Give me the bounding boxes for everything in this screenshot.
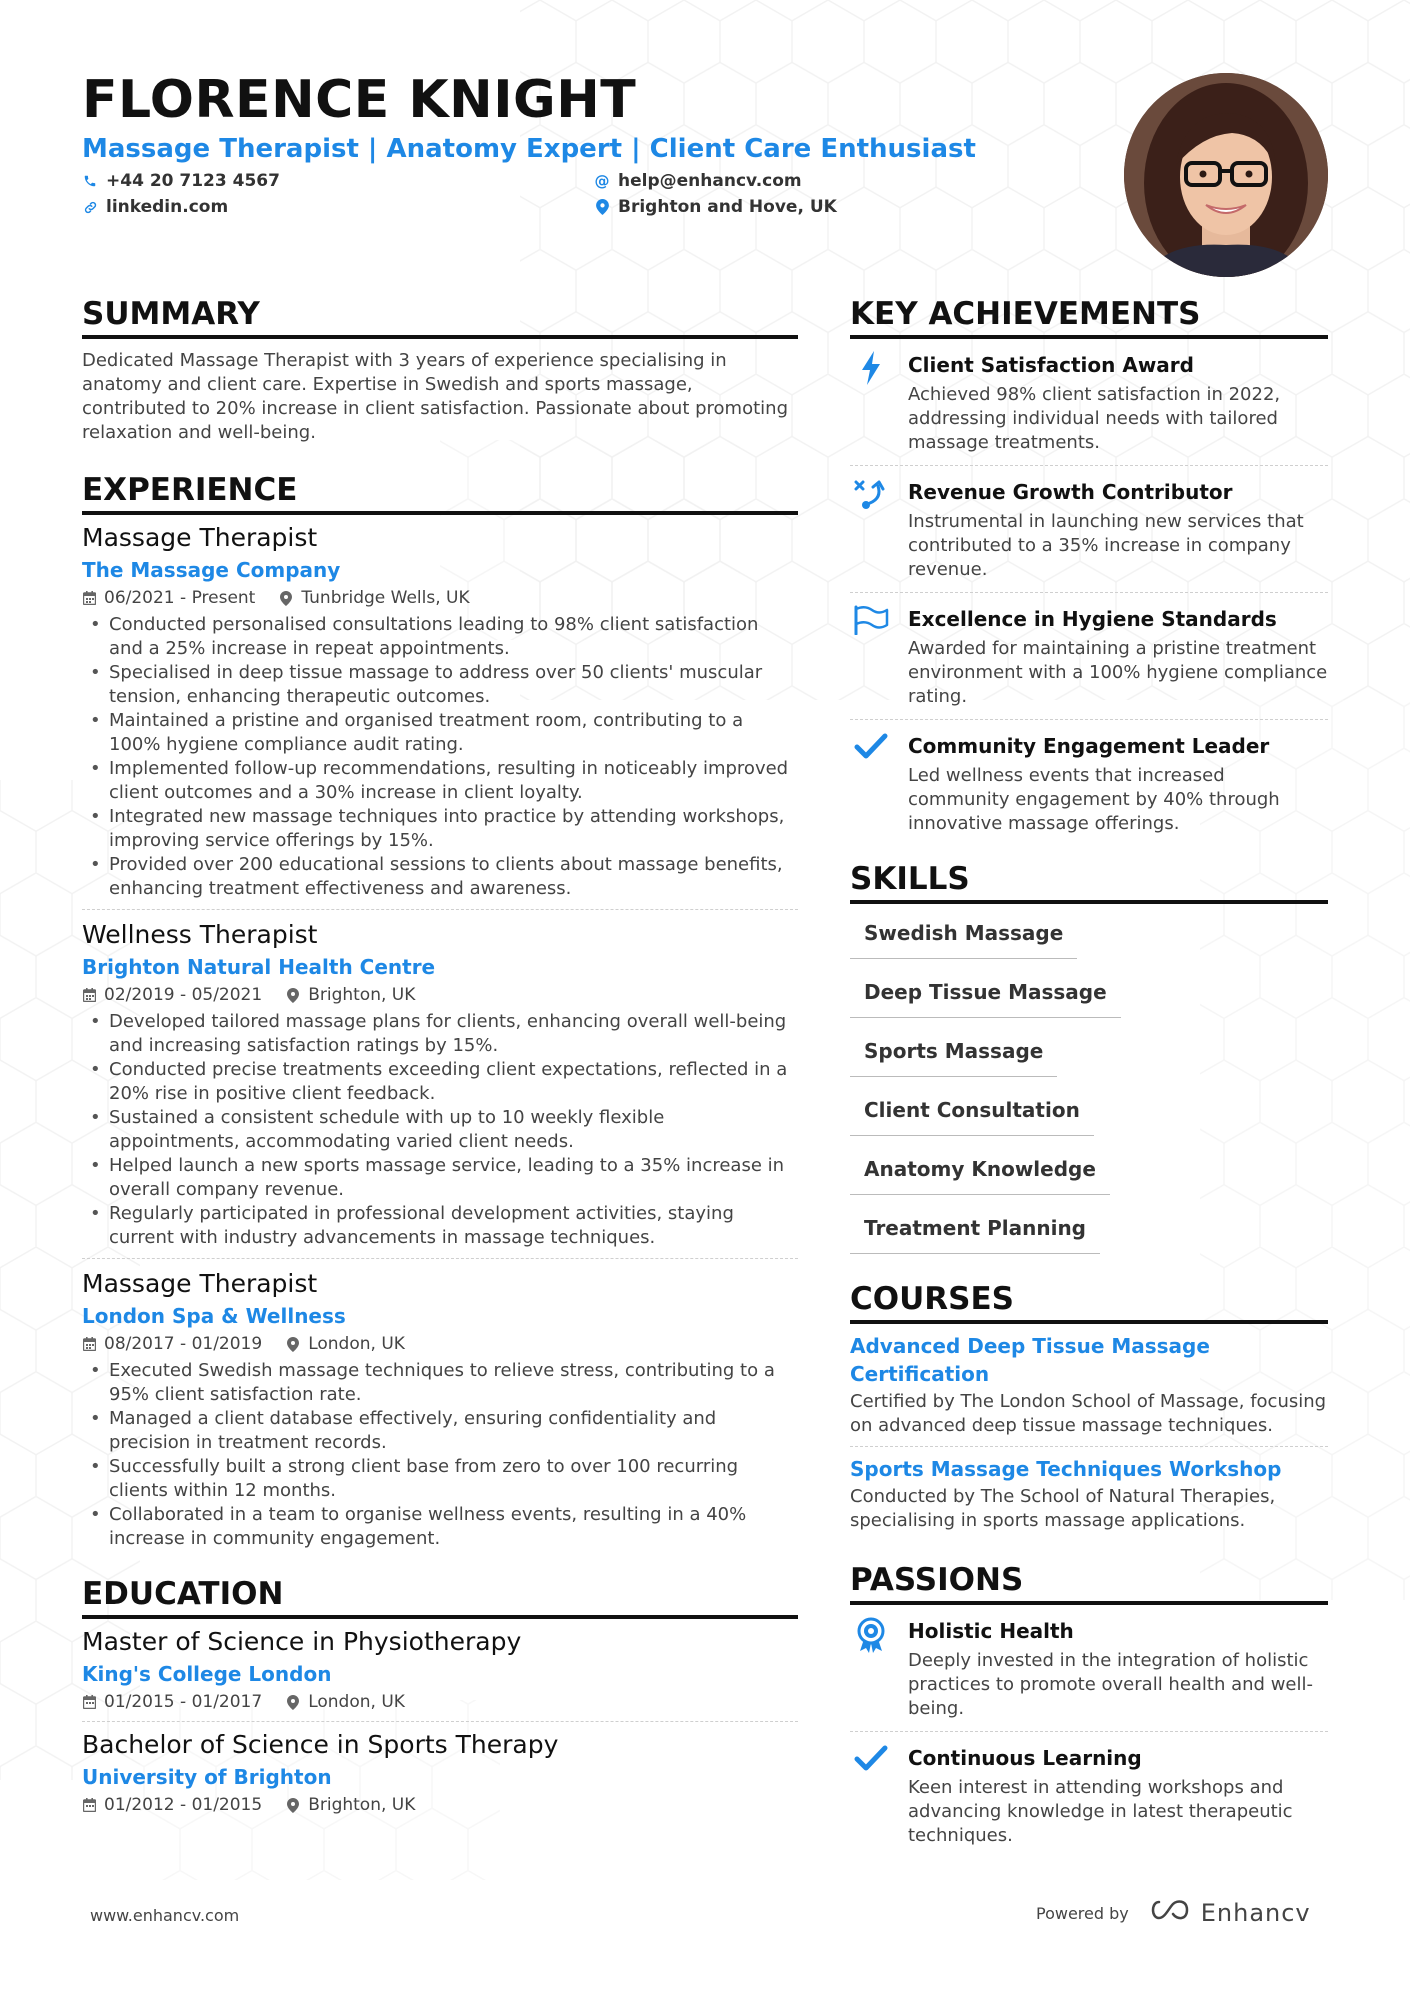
skill-tag: Treatment Planning xyxy=(850,1213,1100,1254)
education-entry xyxy=(82,1721,798,1824)
list-item: • Executed Swedish massage techniques to relieve stress, contributing to a 95% client satisfaction rate. xyxy=(82,1359,798,1407)
summary-title: SUMMARY xyxy=(82,295,798,339)
at-icon: @ xyxy=(594,172,610,190)
courses-section xyxy=(850,1280,1328,1541)
education-meta xyxy=(82,1792,798,1818)
list-item: • Developed tailored massage plans for clients, enhancing overall well-being and increasing satisfaction ratings by 15%. xyxy=(82,1010,798,1058)
footer-website[interactable]: www.enhancv.com xyxy=(90,1906,240,1925)
list-item: • Specialised in deep tissue massage to address over 50 clients' muscular tension, enhancing therapeutic outcomes. xyxy=(82,661,798,709)
map-pin-icon xyxy=(279,591,293,605)
list-item: • Integrated new massage techniques into practice by attending workshops, improving service offerings by 15%. xyxy=(82,805,798,853)
profile-photo xyxy=(1124,73,1328,277)
skill-tag: Client Consultation xyxy=(850,1095,1094,1136)
achievement-title: Community Engagement Leader xyxy=(908,734,1270,758)
brand-logo[interactable] xyxy=(1147,1898,1311,1928)
skill-tag: Sports Massage xyxy=(850,1036,1057,1077)
job-role: Massage Therapist xyxy=(82,1269,318,1298)
contact-linkedin[interactable]: linkedin.com xyxy=(82,197,228,217)
skills-list xyxy=(850,918,1328,1254)
achievement-item xyxy=(850,339,1328,465)
list-item: • Regularly participated in professional development activities, staying current with industry advancements in massage techniques. xyxy=(82,1202,798,1250)
contact-email[interactable]: @ help@enhancv.com xyxy=(594,171,802,191)
experience-title: EXPERIENCE xyxy=(82,471,798,515)
skills-title: SKILLS xyxy=(850,860,1328,904)
calendar-icon xyxy=(82,591,96,605)
passions-title: PASSIONS xyxy=(850,1561,1328,1605)
job-bullets xyxy=(82,1359,798,1551)
lightning-icon xyxy=(850,351,892,385)
calendar-icon xyxy=(82,1695,96,1709)
school-name: University of Brighton xyxy=(82,1765,332,1789)
job-company: London Spa & Wellness xyxy=(82,1304,346,1328)
course-title: Sports Massage Techniques Workshop xyxy=(850,1457,1282,1481)
job-entry xyxy=(82,1258,798,1559)
job-location: Brighton, UK xyxy=(308,985,416,1005)
calendar-icon xyxy=(82,1337,96,1351)
checkmark-icon xyxy=(850,1744,892,1778)
flag-icon xyxy=(850,605,892,639)
degree-title: Master of Science in Physiotherapy xyxy=(82,1627,522,1656)
list-item: • Collaborated in a team to organise wellness events, resulting in a 40% increase in community engagement. xyxy=(82,1503,798,1551)
course-item xyxy=(850,1324,1328,1446)
skill-tag: Deep Tissue Massage xyxy=(850,977,1121,1018)
candidate-name: FLORENCE KNIGHT xyxy=(82,70,637,130)
job-dates: 08/2017 - 01/2019 xyxy=(104,1334,263,1354)
job-company: Brighton Natural Health Centre xyxy=(82,955,436,979)
powered-by-label: Powered by xyxy=(1036,1903,1129,1923)
courses-title: COURSES xyxy=(850,1280,1328,1324)
ribbon-award-icon xyxy=(850,1617,892,1651)
passion-desc: Deeply invested in the integration of holistic practices to promote overall health and well-being. xyxy=(908,1650,1313,1719)
skill-tag: Anatomy Knowledge xyxy=(850,1154,1110,1195)
achievement-desc: Instrumental in launching new services that contributed to a 35% increase in company revenue. xyxy=(908,511,1304,580)
achievement-title: Client Satisfaction Award xyxy=(908,353,1194,377)
candidate-tagline: Massage Therapist | Anatomy Expert | Client Care Enthusiast xyxy=(82,134,976,164)
job-meta xyxy=(82,585,798,611)
passion-item xyxy=(850,1731,1328,1858)
education-location: Brighton, UK xyxy=(308,1795,416,1815)
achievement-desc: Led wellness events that increased community engagement by 40% through innovative massage offerings. xyxy=(908,765,1280,834)
education-meta xyxy=(82,1689,798,1715)
job-dates: 06/2021 - Present xyxy=(104,588,256,608)
skills-section xyxy=(850,860,1328,1254)
achievement-item xyxy=(850,465,1328,592)
passion-title: Continuous Learning xyxy=(908,1746,1142,1770)
experience-section xyxy=(82,471,798,1559)
passions-section xyxy=(850,1561,1328,1858)
list-item: • Successfully built a strong client base from zero to over 100 recurring clients within 12 months. xyxy=(82,1455,798,1503)
passion-item xyxy=(850,1605,1328,1731)
job-location: Tunbridge Wells, UK xyxy=(301,588,470,608)
achievement-title: Revenue Growth Contributor xyxy=(908,480,1233,504)
brand-name: Enhancv xyxy=(1200,1899,1311,1927)
list-item: • Managed a client database effectively, ensuring confidentiality and precision in treatment records. xyxy=(82,1407,798,1455)
list-item: • Conducted personalised consultations leading to 98% client satisfaction and a 25% increase in repeat appointments. xyxy=(82,613,798,661)
map-pin-icon xyxy=(594,199,610,215)
job-entry xyxy=(82,909,798,1258)
summary-text: Dedicated Massage Therapist with 3 years of experience specialising in anatomy and client care. Expertise in Swedish and sports massage, contributed to 20% increase in client satisfaction. Passionate about promoting relaxation and well-being. xyxy=(82,350,788,443)
job-entry xyxy=(82,521,798,909)
left-column xyxy=(82,295,798,1824)
list-item: • Implemented follow-up recommendations, resulting in noticeably improved client outcomes and a 30% increase in client loyalty. xyxy=(82,757,798,805)
passion-desc: Keen interest in attending workshops and advancing knowledge in latest therapeutic techniques. xyxy=(908,1777,1293,1846)
skill-tag: Swedish Massage xyxy=(850,918,1077,959)
degree-title: Bachelor of Science in Sports Therapy xyxy=(82,1730,559,1759)
achievements-title: KEY ACHIEVEMENTS xyxy=(850,295,1328,339)
course-title: Advanced Deep Tissue Massage Certification xyxy=(850,1334,1210,1386)
achievement-desc: Awarded for maintaining a pristine treatment environment with a 100% hygiene compliance rating. xyxy=(908,638,1328,707)
job-dates: 02/2019 - 05/2021 xyxy=(104,985,263,1005)
checkmark-icon xyxy=(850,732,892,766)
passion-title: Holistic Health xyxy=(908,1619,1074,1643)
footer-branding xyxy=(1036,1898,1311,1928)
education-section xyxy=(82,1575,798,1824)
school-name: King's College London xyxy=(82,1662,332,1686)
job-meta xyxy=(82,982,798,1008)
job-location: London, UK xyxy=(308,1334,405,1354)
infinity-logo-icon xyxy=(1147,1898,1193,1928)
list-item: • Conducted precise treatments exceeding client expectations, reflected in a 20% rise in positive client feedback. xyxy=(82,1058,798,1106)
achievement-title: Excellence in Hygiene Standards xyxy=(908,607,1277,631)
calendar-icon xyxy=(82,988,96,1002)
education-title: EDUCATION xyxy=(82,1575,798,1619)
contact-location: Brighton and Hove, UK xyxy=(594,197,837,217)
job-company: The Massage Company xyxy=(82,558,341,582)
job-role: Massage Therapist xyxy=(82,523,318,552)
job-role: Wellness Therapist xyxy=(82,920,318,949)
map-pin-icon xyxy=(286,988,300,1002)
education-location: London, UK xyxy=(308,1692,405,1712)
course-desc: Conducted by The School of Natural Therapies, specialising in sports massage applications. xyxy=(850,1486,1276,1531)
job-bullets xyxy=(82,1010,798,1250)
phone-icon xyxy=(82,173,98,189)
education-entry xyxy=(82,1625,798,1721)
list-item: • Helped launch a new sports massage service, leading to a 35% increase in overall company revenue. xyxy=(82,1154,798,1202)
education-dates: 01/2012 - 01/2015 xyxy=(104,1795,263,1815)
link-icon xyxy=(82,199,98,215)
course-desc: Certified by The London School of Massage, focusing on advanced deep tissue massage techniques. xyxy=(850,1391,1327,1436)
job-meta xyxy=(82,1331,798,1357)
map-pin-icon xyxy=(286,1337,300,1351)
achievement-item xyxy=(850,719,1328,846)
education-dates: 01/2015 - 01/2017 xyxy=(104,1692,263,1712)
summary-section xyxy=(82,295,798,445)
list-item: • Provided over 200 educational sessions to clients about massage benefits, enhancing treatment effectiveness and awareness. xyxy=(82,853,798,901)
achievements-section xyxy=(850,295,1328,846)
strategy-icon xyxy=(850,478,892,512)
job-bullets xyxy=(82,613,798,901)
achievement-item xyxy=(850,592,1328,719)
achievement-desc: Achieved 98% client satisfaction in 2022, addressing individual needs with tailored massage treatments. xyxy=(908,384,1281,453)
contact-phone: +44 20 7123 4567 xyxy=(82,171,280,191)
map-pin-icon xyxy=(286,1798,300,1812)
map-pin-icon xyxy=(286,1695,300,1709)
list-item: • Maintained a pristine and organised treatment room, contributing to a 100% hygiene compliance audit rating. xyxy=(82,709,798,757)
course-item xyxy=(850,1446,1328,1541)
right-column xyxy=(850,295,1328,1858)
calendar-icon xyxy=(82,1798,96,1812)
list-item: • Sustained a consistent schedule with up to 10 weekly flexible appointments, accommodating varied client needs. xyxy=(82,1106,798,1154)
